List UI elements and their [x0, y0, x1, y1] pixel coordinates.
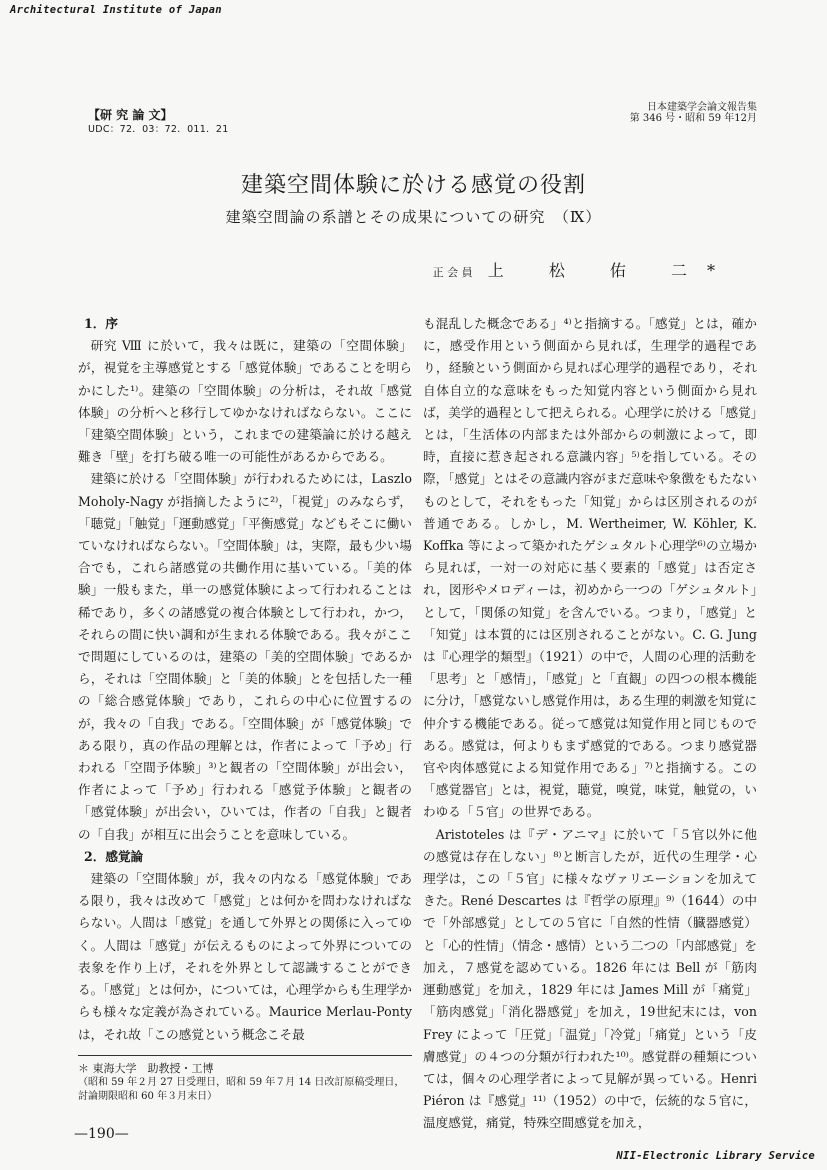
footnote-divider — [78, 1055, 412, 1056]
udc-code: UDC：72．03：72．011．21 — [88, 124, 229, 135]
author-role: 正 会 員 — [432, 266, 473, 279]
section-heading-intro: 1．序 — [84, 316, 118, 331]
paragraph: 研究 Ⅷ に於いて，我々は既に，建築の「空間体験」が，視覚を主導感覚とする「感覚体験」であることを明らかにした¹⁾。建築の「空間体験」の分析は，それ故「感覚体験」の分析へと移行してゆかなければならない。ここに「建築空間体験」という，これまでの建築論に於ける越え難き「壁」を打ち破る唯一の可能性があるからである。 — [78, 338, 413, 465]
page-number: —190— — [74, 1126, 129, 1142]
paragraph: 建築に於ける「空間体験」が行われるためには，Laszlo Moholy-Nagy が指摘したように²⁾，「視覚」のみならず，「聴覚」「触覚」「運動感覚」「平衡感覚」などもそこに働いていなければならない。「空間体験」は，実際，最も少い場合でも，これら諸感覚の共働作用に基いている。「美的体験」一般もまた，単一の感覚体験によって行われることは稀であり，多くの諸感覚の複合体験として行われ，かつ，それらの間に快い調和が生まれる体験である。我々がここで問題にしているのは，建築の「美的空間体験」であるから，それは「空間体験」と「美的体験」とを包括した一種の「総合感覚体験」であり，これらの中心に位置するのが，我々の「自我」である。「空間体験」が「感覚体験」である限り，真の作品の理解とは，作者によって「予め」行われる「空間予体験」³⁾と観者の「空間体験」が出会い，作者によって「予め」行われる「感覚予体験」と観者の「感覚体験」が出会い，ひいては，作者の「自我」と観者の「自我」が相互に出会うことを意味している。 — [78, 471, 412, 842]
received-date: （昭和 59 年２月 27 日受理日，昭和 59 年７月 14 日改訂原稿受理日， — [78, 1077, 405, 1088]
library-footer: NII-Electronic Library Service — [616, 1150, 815, 1162]
section-heading-sensation: 2．感覚論 — [84, 848, 144, 864]
institute-header: Architectural Institute of Japan — [10, 4, 222, 16]
paper-subtitle: 建築空間論の系譜とその成果についての研究 （Ⅸ） — [225, 208, 602, 226]
author-name: 上 松 佑 二* — [487, 261, 735, 280]
article-category: 【研 究 論 文】 — [88, 108, 173, 122]
right-column — [423, 313, 757, 1135]
journal-issue: 第 346 号・昭和 59 年12月 — [629, 113, 757, 124]
left-column — [78, 313, 412, 1046]
footnote — [78, 1062, 412, 1104]
author-affiliation: ＊ 東海大学 助教授・工博 — [78, 1062, 214, 1075]
journal-info — [630, 102, 757, 124]
paragraph: Aristoteles は『デ・アニマ』に於いて「５官以外に他の感覚は存在しない」⁸⁾と断言したが，近代の生理学・心理学は，この「５官」に様々なヴァリエーションを加えてきた。René Descartes は『哲学の原理』⁹⁾（1644）の中で「外部感覚」としての５官に「自然的性情（臓器感覚）と「心的性情」（情念・感情）という二つの「内部感覚」を加え，７感覚を認めている。1826 年には Bell が「筋肉運動感覚」を加え，1829 年には James Mill が「痛覚」「筋肉感覚」「消化器感覚」を加え，19世紀末には，von Frey によって「圧覚」「温覚」「冷覚」「痛覚」という「皮膚感覚」の４つの分類が行われた¹⁰⁾。感覚群の種類については，個々の心理学者によって見解が異っている。Henri Piéron は『感覚』¹¹⁾（1952）の中で，伝統的な５官に，温度感覚，痛覚，特殊空間感覚を加え， — [423, 826, 757, 1131]
paragraph: 建築の「空間体験」が，我々の内なる「感覚体験」である限り，我々は改めて「感覚」とは何かを問わなければならない。人間は「感覚」を通して外界との関係に入ってゆく。人間は「感覚」が伝えるものによって外界についての表象を作り上げ，それを外界として認識することができる。「感覚」とは何か，については，心理学からも生理学からも様々な定義が為されている。Maurice Merlau-Ponty は，それ故「この感覚という概念こそ最 — [78, 871, 413, 1042]
paragraph: も混乱した概念である」⁴⁾と指摘する。「感覚」とは，確かに，感受作用という側面から見れば，生理学的過程であり，経験という側面から見れば心理学的過程であり，それ自体自立的な意味をもった知覚内容という側面から見れば，美学的過程として把えられる。心理学に於ける「感覚」とは，「生活体の内部または外部からの刺激によって，即時，直接に惹き起される意識内容」⁵⁾を指している。その際，「感覚」とはその意識内容がまだ意味や象徴をもたないものとして，それをもった「知覚」からは区別されるのが普通である。しかし，M. Wertheimer, W. Köhler, K. Koffka 等によって築かれたゲシュタルト心理学⁶⁾の立場から見れば，一対一の対応に基く要素的「感覚」は否定され，図形やメロディーは，初めから一つの「ゲシュタルト」として，「関係の知覚」を含んでいる。つまり，「感覚」と「知覚」は本質的には区別されることがない。C. G. Jung は『心理学的類型』（1921）の中で，人間の心理的活動を「思考」と「感情」，「感覚」と「直観」の四つの根本機能に分け，「感覚ないし感覚作用は，ある生理的刺激を知覚に仲介する機能である。従って感覚は知覚作用と同じものである。感覚は，何よりもまず感覚的である。つまり感覚器官や肉体感覚による知覚作用である」⁷⁾と指摘する。この「感覚器官」とは，視覚，聴覚，嗅覚，味覚，触覚の，いわゆる「５官」の世界である。 — [423, 316, 758, 820]
discussion-deadline: 討論期限昭和 60 年３月末日） — [78, 1091, 218, 1102]
paper-title: 建築空間体験に於ける感覚の役割 — [240, 173, 586, 198]
journal-name: 日本建築学会論文報告集 — [647, 102, 757, 113]
author-line — [433, 258, 735, 281]
